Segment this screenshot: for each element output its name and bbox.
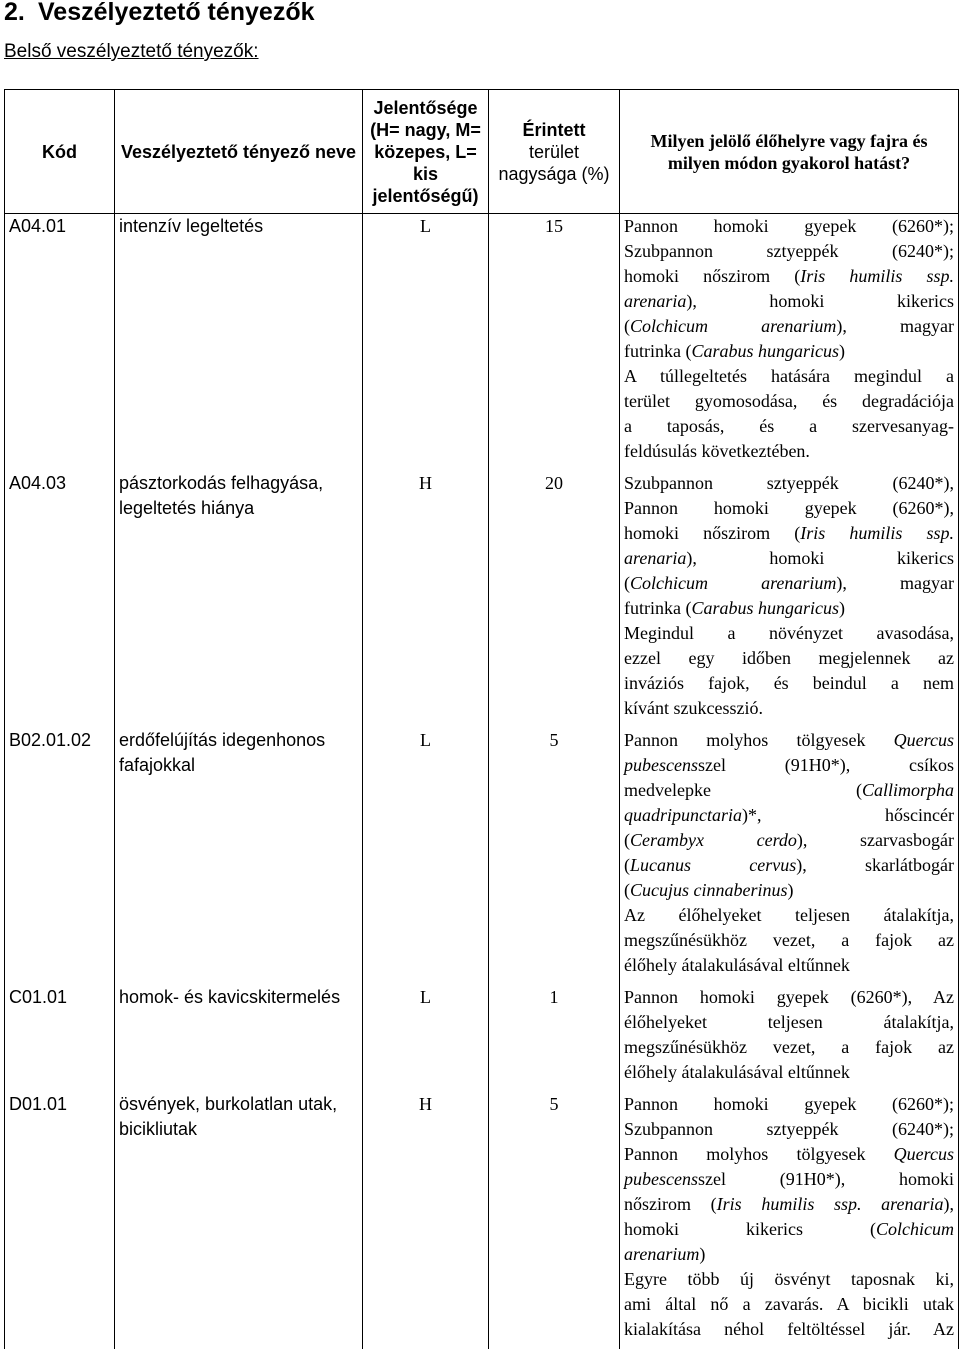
threat-code: D01.01 bbox=[5, 1092, 115, 1349]
effect-text: feldúsulás következtében. bbox=[624, 441, 810, 461]
table-header-row bbox=[5, 90, 959, 214]
effect-text: kialakítása néhol feltöltéssel jár. Az bbox=[624, 1319, 954, 1339]
effect-text: ), homoki kikerics bbox=[686, 548, 954, 568]
effect-text: homoki kikerics ( bbox=[624, 1219, 876, 1239]
threat-code: B02.01.02 bbox=[5, 728, 115, 985]
threats-table bbox=[4, 89, 959, 1349]
effect-text: élőhelyeket teljesen átalakítja, bbox=[624, 1012, 954, 1032]
effect-line bbox=[624, 471, 954, 496]
effect-text: szel (91H0*), homoki bbox=[697, 1169, 954, 1189]
threat-code: C01.01 bbox=[5, 985, 115, 1092]
table-row bbox=[5, 985, 959, 1092]
threat-significance: L bbox=[363, 214, 489, 472]
effect-line bbox=[624, 364, 954, 389]
effect-line bbox=[624, 1060, 954, 1085]
effect-line bbox=[624, 239, 954, 264]
species-name: Colchicum arenarium bbox=[630, 316, 837, 336]
threat-name: pásztorkodás felhagyása, legeltetés hiánya bbox=[115, 471, 363, 728]
effect-text: ), bbox=[943, 1194, 955, 1214]
species-name: Quercus bbox=[893, 730, 954, 750]
effect-text: ( bbox=[624, 880, 630, 900]
effect-line bbox=[624, 214, 954, 239]
threat-effect-description bbox=[620, 728, 959, 985]
header-effect: Milyen jelölő élőhelyre vagy fajra és milyen módon gyakorol hatást? bbox=[620, 90, 959, 214]
effect-line bbox=[624, 264, 954, 289]
effect-text: futrinka ( bbox=[624, 598, 692, 618]
threat-significance: L bbox=[363, 985, 489, 1092]
effect-line bbox=[624, 1242, 954, 1267]
threat-significance: L bbox=[363, 728, 489, 985]
effect-line bbox=[624, 1317, 954, 1342]
effect-text: élőhely átalakulásával eltűnnek bbox=[624, 1062, 850, 1082]
species-name: Iris humilis ssp. bbox=[800, 266, 954, 286]
effect-text: szel (91H0*), csíkos bbox=[697, 755, 954, 775]
threat-name: erdőfelújítás idegenhonos fafajokkal bbox=[115, 728, 363, 985]
effect-text: A túllegeltetés hatására megindul a bbox=[624, 366, 954, 386]
effect-text: Egyre több új ösvényt taposnak ki, bbox=[624, 1269, 954, 1289]
effect-text: Pannon molyhos tölgyesek bbox=[624, 730, 894, 750]
effect-text: élőhely átalakulásával eltűnnek bbox=[624, 955, 850, 975]
effect-text: megszűnésükhöz vezet, a fajok az bbox=[624, 1037, 954, 1057]
effect-text: terület gyomosodása, és degradációja bbox=[624, 391, 954, 411]
effect-line bbox=[624, 753, 954, 778]
effect-text: ), magyar bbox=[836, 316, 954, 336]
effect-line bbox=[624, 778, 954, 803]
species-name: arenaria bbox=[624, 291, 687, 311]
effect-line bbox=[624, 1035, 954, 1060]
effect-line bbox=[624, 903, 954, 928]
effect-line bbox=[624, 696, 954, 721]
species-name: Iris humilis ssp. arenaria bbox=[716, 1194, 944, 1214]
threat-name: homok- és kavicskitermelés bbox=[115, 985, 363, 1092]
effect-text: ) bbox=[839, 598, 845, 618]
section-number: 2. bbox=[4, 0, 25, 26]
effect-text: ami által nő a zavarás. A bicikli utak bbox=[624, 1294, 954, 1314]
effect-text: Megindul a növényzet avasodása, bbox=[624, 623, 954, 643]
threat-effect-description bbox=[620, 214, 959, 472]
effect-line bbox=[624, 1117, 954, 1142]
header-significance: Jelentősége (H= nagy, M= közepes, L= kis jelentőségű) bbox=[363, 90, 489, 214]
effect-text: a taposás, és a szervesanyag- bbox=[624, 416, 954, 436]
effect-line bbox=[624, 1267, 954, 1292]
internal-threats-subheading: Belső veszélyeztető tényezők: bbox=[4, 41, 259, 62]
effect-line bbox=[624, 803, 954, 828]
effect-line bbox=[624, 1142, 954, 1167]
threat-code: A04.03 bbox=[5, 471, 115, 728]
effect-text: )*, hőscincér bbox=[742, 805, 954, 825]
effect-line bbox=[624, 1217, 954, 1242]
species-name: arenarium bbox=[624, 1244, 700, 1264]
species-name: Cucujus cinnaberinus bbox=[630, 880, 788, 900]
table-row bbox=[5, 1092, 959, 1349]
section-title-text: Veszélyeztető tényezők bbox=[38, 0, 315, 26]
species-name: arenaria bbox=[624, 548, 687, 568]
effect-text: Pannon molyhos tölgyesek bbox=[624, 1144, 894, 1164]
table-row bbox=[5, 214, 959, 472]
table-body bbox=[5, 214, 959, 1350]
effect-text: Szubpannon sztyeppék (6240*); bbox=[624, 1119, 954, 1139]
effect-text: ( bbox=[624, 573, 630, 593]
effect-text: nőszirom ( bbox=[624, 1194, 717, 1214]
effect-line bbox=[624, 414, 954, 439]
effect-line bbox=[624, 314, 954, 339]
species-name: Lucanus cervus bbox=[630, 855, 797, 875]
affected-area-percent: 15 bbox=[489, 214, 620, 472]
effect-line bbox=[624, 1010, 954, 1035]
species-name: Iris humilis ssp. bbox=[800, 523, 954, 543]
effect-line bbox=[624, 496, 954, 521]
effect-line bbox=[624, 646, 954, 671]
effect-line bbox=[624, 853, 954, 878]
table-row bbox=[5, 728, 959, 985]
effect-text: ), szarvasbogár bbox=[796, 830, 954, 850]
effect-line bbox=[624, 621, 954, 646]
species-name: Callimorpha bbox=[861, 780, 954, 800]
header-affected-area-bold: Érintett bbox=[522, 119, 586, 140]
effect-text: medvelepke ( bbox=[624, 780, 862, 800]
threat-name: intenzív legeltetés bbox=[115, 214, 363, 472]
effect-line bbox=[624, 521, 954, 546]
effect-line bbox=[624, 571, 954, 596]
effect-line bbox=[624, 828, 954, 853]
effect-text: homoki nőszirom ( bbox=[624, 523, 801, 543]
effect-text: ) bbox=[839, 341, 845, 361]
effect-line bbox=[624, 339, 954, 364]
affected-area-percent: 20 bbox=[489, 471, 620, 728]
threat-effect-description bbox=[620, 985, 959, 1092]
effect-text: homoki nőszirom ( bbox=[624, 266, 801, 286]
threat-name: ösvények, burkolatlan utak, bicikliutak bbox=[115, 1092, 363, 1349]
species-name: Quercus bbox=[893, 1144, 954, 1164]
effect-line bbox=[624, 671, 954, 696]
effect-text: ezzel egy időben megjelennek az bbox=[624, 648, 954, 668]
section-title bbox=[4, 0, 315, 27]
effect-line bbox=[624, 596, 954, 621]
effect-text: ( bbox=[624, 830, 630, 850]
effect-text: kívánt szukcesszió. bbox=[624, 698, 763, 718]
effect-line bbox=[624, 389, 954, 414]
effect-line bbox=[624, 289, 954, 314]
effect-text: ), magyar bbox=[836, 573, 954, 593]
species-name: Carabus hungaricus bbox=[691, 341, 839, 361]
species-name: pubescens bbox=[624, 755, 698, 775]
threat-significance: H bbox=[363, 1092, 489, 1349]
species-name: Colchicum bbox=[876, 1219, 954, 1239]
effect-text: ( bbox=[624, 855, 630, 875]
effect-text: inváziós fajok, és beindul a nem bbox=[624, 673, 954, 693]
effect-line bbox=[624, 439, 954, 464]
effect-text: ( bbox=[624, 316, 630, 336]
species-name: pubescens bbox=[624, 1169, 698, 1189]
species-name: Colchicum arenarium bbox=[630, 573, 837, 593]
effect-text: Az élőhelyeket teljesen átalakítja, bbox=[624, 905, 954, 925]
header-threat-name: Veszélyeztető tényező neve bbox=[115, 90, 363, 214]
affected-area-percent: 5 bbox=[489, 1092, 620, 1349]
effect-line bbox=[624, 728, 954, 753]
effect-text: Pannon homoki gyepek (6260*), Az bbox=[624, 987, 954, 1007]
effect-text: Pannon homoki gyepek (6260*); bbox=[624, 1094, 954, 1114]
header-code: Kód bbox=[5, 90, 115, 214]
effect-text: Pannon homoki gyepek (6260*), bbox=[624, 498, 954, 518]
affected-area-percent: 5 bbox=[489, 728, 620, 985]
effect-text: megszűnésükhöz vezet, a fajok az bbox=[624, 930, 954, 950]
effect-text: ), skarlátbogár bbox=[796, 855, 954, 875]
threat-effect-description bbox=[620, 1092, 959, 1349]
effect-line bbox=[624, 953, 954, 978]
threat-effect-description bbox=[620, 471, 959, 728]
effect-text: ), homoki kikerics bbox=[686, 291, 954, 311]
effect-text: futrinka ( bbox=[624, 341, 692, 361]
effect-line bbox=[624, 878, 954, 903]
effect-line bbox=[624, 985, 954, 1010]
header-affected-area bbox=[489, 90, 620, 214]
effect-line bbox=[624, 546, 954, 571]
effect-line bbox=[624, 1167, 954, 1192]
effect-text: Szubpannon sztyeppék (6240*); bbox=[624, 241, 954, 261]
effect-text: ) bbox=[699, 1244, 706, 1264]
species-name: quadripunctaria bbox=[624, 805, 743, 825]
threat-code: A04.01 bbox=[5, 214, 115, 472]
effect-line bbox=[624, 1292, 954, 1317]
affected-area-percent: 1 bbox=[489, 985, 620, 1092]
effect-text: ) bbox=[787, 880, 794, 900]
effect-line bbox=[624, 1092, 954, 1117]
effect-text: Pannon homoki gyepek (6260*); bbox=[624, 216, 954, 236]
effect-line bbox=[624, 1192, 954, 1217]
effect-line bbox=[624, 928, 954, 953]
species-name: Carabus hungaricus bbox=[691, 598, 839, 618]
species-name: Cerambyx cerdo bbox=[630, 830, 797, 850]
threat-significance: H bbox=[363, 471, 489, 728]
table-row bbox=[5, 471, 959, 728]
header-affected-area-rest: terület nagysága (%) bbox=[498, 141, 610, 184]
effect-text: Szubpannon sztyeppék (6240*), bbox=[624, 473, 954, 493]
